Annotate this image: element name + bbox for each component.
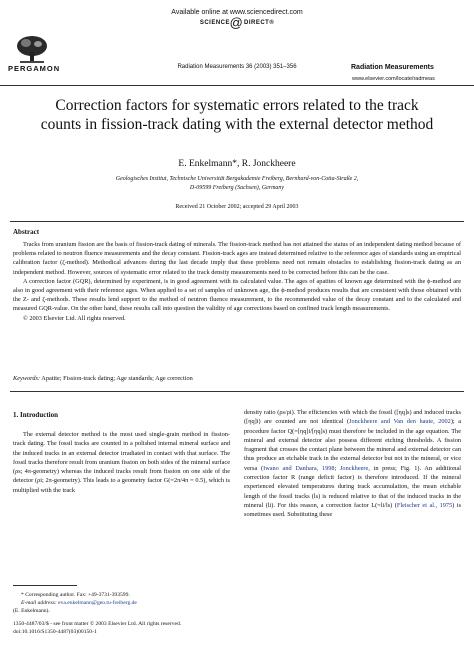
email-label: E-mail address:: [21, 600, 57, 606]
footnote-email-line: [13, 599, 230, 607]
affiliation: [0, 175, 474, 193]
journal-name: Radiation Measurements: [351, 64, 434, 71]
left-column: [13, 430, 230, 495]
copyright-notice: © 2003 Elsevier Ltd. All rights reserved.: [23, 314, 126, 322]
text-run: ) is sometimes used. Substituting these: [244, 501, 462, 519]
footnote: [13, 591, 230, 615]
citation-link[interactable]: Fleischer et al., 1975: [396, 501, 453, 509]
footnote-author-name: (E. Enkelmann).: [13, 608, 50, 614]
sciencedirect-logo-left: SCIENCE: [199, 20, 230, 26]
text-run: ); a procedure factor Q(=[ηq]i/[ηq]s) must therefore be included in the age equation. The mineral and external detector also possess different etching thresholds. A fission fragment that crosses the contact plane between the mineral and external detector can thus produce an etchable track in the external detector but not in the mineral, or vice versa (: [244, 418, 462, 472]
text-run: ;: [334, 464, 340, 472]
affiliation-line-1: Geologisches Institut, Technische Universität Bergakademie Freiberg, Bernhard-von-Cotta-Straße 2,: [115, 176, 359, 182]
received-dates: Received 21 October 2002; accepted 29 April 2003: [175, 204, 299, 210]
keywords-label: Keywords:: [13, 375, 41, 382]
publisher-name: PERGAMON: [8, 64, 61, 73]
keywords: [13, 375, 193, 382]
footnote-divider: [13, 585, 77, 586]
authors: E. Enkelmann*, R. Jonckheere: [178, 159, 296, 169]
abstract-top-divider: [10, 221, 464, 222]
section-heading-introduction: 1. Introduction: [13, 411, 58, 419]
citation-link[interactable]: Iwano and Danhara, 1998: [263, 464, 335, 472]
abstract-heading: Abstract: [13, 228, 40, 236]
citation-link[interactable]: Jonckheere: [339, 464, 369, 472]
sciencedirect-logo-right: DIRECT®: [244, 20, 275, 26]
abstract-bottom-divider: [10, 391, 464, 392]
paper-title: Correction factors for systematic errors related to the track counts in fission-track dating with the external detector method: [40, 97, 434, 133]
abstract-paragraph-2: A correction factor (GQR), determined by experiment, is in good agreement with its calculated value. The ages of apatites of known age determined with the ϕ-method are also in good agreement with their reference ages. When applied to a set of samples of unknown age, the ϕ-method produces results that are consistent with those obtained with the Z- and ζ-methods. These results lend support to the method of neutron fluence measurement, to the recommended value of the decay constant and to the calculated and measured GQR-value. On the other hand, these results call into question the validity of age corrections based on confined track length measurements.: [13, 277, 461, 313]
intro-paragraph-right: [244, 408, 461, 520]
doi-line[interactable]: doi:10.1016/S1350-4487(03)00150-1: [13, 629, 97, 635]
text-run: , in press; Fig. 1). An additional correction factor R (range deficit factor) is therefore introduced. If the mineral experienced elevated temperatures during track accumulation, the mean etchable length of the fossil tracks (ls) is reduced relative to that of the induced tracks in the mineral (li). For this reason, a correction factor L(=li/ls) (: [244, 464, 462, 509]
journal-url-link[interactable]: www.elsevier.com/locate/radmeas: [352, 76, 435, 82]
intro-paragraph-left: The external detector method is the most used single-grain method in fission-track dating. The fossil tracks are counted in a polished internal mineral surface and the induced tracks in an external detector irradiated in contact with that surface. The fossil tracks therefore result from uranium fission on both sides of the mineral surface (ρs; 4π-geometry) whereas the induced tracks result from fission on one side of the detector (ρi; 2π-geometry). This leads to a geometry factor G(=2π/4π = 0.5), which is multiplied with the track: [13, 431, 230, 494]
text-run: density ratio (ρs/ρi). The efficiencies with which the fossil ([ηq]s) and induced tracks ([ηq]i) are counted are not identical (: [244, 409, 461, 426]
sciencedirect-logo: [174, 17, 300, 31]
affiliation-line-2: D-09599 Freiberg (Sachsen), Germany: [189, 185, 285, 191]
bottom-info: [13, 620, 181, 636]
footnote-corresponding-author: * Corresponding author. Fax: +49-3731-393599.: [21, 592, 130, 598]
availability-line: Available online at www.sciencedirect.com: [171, 9, 303, 16]
publisher-tree-icon: [12, 34, 52, 64]
keywords-list: Apatite; Fission-track dating; Age standards; Age correction: [41, 375, 193, 382]
right-column: [244, 408, 461, 520]
abstract-body: [13, 240, 461, 323]
citation-link[interactable]: Jonckheere and Van den haute, 2002: [349, 418, 451, 426]
header-divider: [0, 85, 474, 86]
sciencedirect-at-icon: @: [229, 15, 243, 30]
issn-line: 1350-4487/03/$ - see front matter © 2003 Elsevier Ltd. All rights reserved.: [13, 621, 182, 627]
abstract-paragraph-1: Tracks from uranium fission are the basis of fission-track dating of minerals. The fission-track method has not attained the status of an independent dating method because of problems related to neutron fluence measurements and the decay constant. Fission-track ages are instead determined relative to the reference ages of standards using an empirical calibration factor (ζ-method). Methodical advances during the last decade imply that these problems need not remain obstacles to establishing fission-track dating as an independent method. However, sources of systematic error related to the track density measurements need to be corrected before this can be the case.: [13, 241, 461, 276]
journal-reference: Radiation Measurements 36 (2003) 351–356: [177, 64, 297, 70]
email-link[interactable]: eva.enkelmann@geo.tu-freiberg.de: [58, 600, 137, 606]
